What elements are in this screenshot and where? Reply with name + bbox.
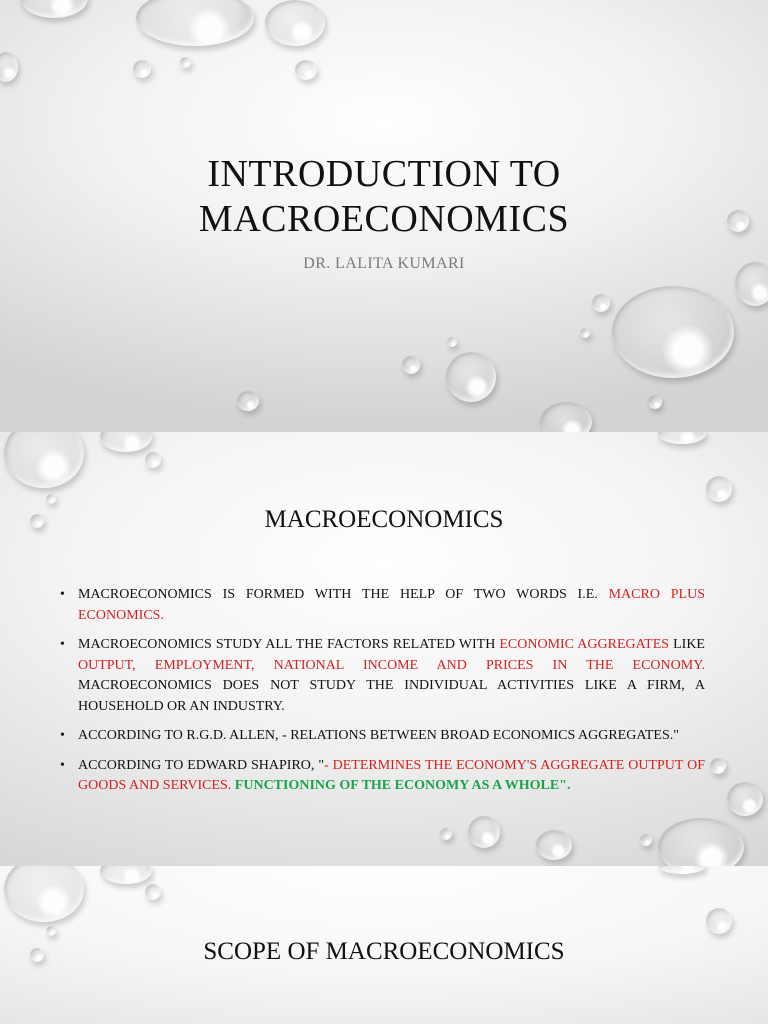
list-item: [60, 585, 705, 626]
bullet-marker: •: [60, 728, 65, 743]
water-drop-decoration: [706, 476, 732, 502]
water-drop-decoration: [612, 286, 734, 378]
water-drop-decoration: [4, 866, 84, 922]
bullet-text: ACCORDING TO R.G.D. ALLEN, - RELATIONS BETWEEN BROAD ECONOMICS AGGREGATES.": [78, 728, 679, 743]
water-drop-decoration: [46, 926, 56, 936]
water-drop-decoration: [447, 337, 457, 347]
title-slide: [0, 0, 768, 432]
highlight-text: OUTPUT, EMPLOYMENT, NATIONAL INCOME AND PRICES IN THE ECONOMY.: [78, 657, 705, 673]
water-drop-decoration: [295, 60, 317, 80]
list-item: [60, 635, 705, 717]
water-drop-decoration: [402, 356, 420, 374]
bullet-text: LIKE: [669, 637, 705, 652]
highlight-text-green: FUNCTIONING OF THE ECONOMY AS A WHOLE".: [231, 778, 571, 793]
water-drop-decoration: [658, 432, 706, 444]
water-drop-decoration: [20, 0, 88, 18]
water-drop-decoration: [237, 391, 259, 411]
water-drop-decoration: [706, 908, 732, 934]
water-drop-decoration: [440, 828, 452, 840]
water-drop-decoration: [180, 57, 191, 68]
water-drop-decoration: [446, 352, 496, 402]
highlight-text: - DETERMINES THE ECONOMY'S AGGREGATE OUTPUT OF GOODS AND SERVICES.: [78, 757, 705, 793]
water-drop-decoration: [580, 328, 590, 338]
slide-heading: MACROECONOMICS: [264, 506, 504, 533]
water-drop-decoration: [648, 395, 662, 409]
water-drop-decoration: [133, 60, 151, 78]
water-drop-decoration: [46, 494, 56, 504]
water-drop-decoration: [145, 884, 161, 900]
scope-slide: [0, 866, 768, 1024]
water-drop-decoration: [710, 758, 726, 774]
highlight-text: ECONOMIC AGGREGATES: [499, 637, 670, 652]
water-drop-decoration: [100, 866, 152, 884]
slide-heading: SCOPE OF MACROECONOMICS: [203, 938, 565, 965]
water-drop-decoration: [658, 866, 706, 874]
water-drop-decoration: [592, 294, 610, 312]
bullet-text: MACROECONOMICS DOES NOT STUDY THE INDIVIDUAL ACTIVITIES LIKE A FIRM, A HOUSEHOLD OR AN INDUSTRY.: [78, 678, 705, 714]
water-drop-decoration: [100, 432, 152, 452]
bullet-text: ACCORDING TO EDWARD SHAPIRO, ": [78, 757, 325, 773]
water-drop-decoration: [536, 830, 572, 860]
list-item: [60, 756, 705, 797]
water-drop-decoration: [658, 818, 744, 866]
highlight-text: MACRO PLUS ECONOMICS.: [78, 587, 705, 623]
bullet-marker: •: [60, 637, 65, 652]
water-drop-decoration: [0, 52, 18, 82]
water-drop-decoration: [136, 0, 254, 46]
list-item: [60, 726, 705, 747]
presentation-title: [0, 152, 768, 242]
bullet-marker: •: [60, 757, 65, 773]
water-drop-decoration: [540, 402, 592, 432]
macroeconomics-slide: [0, 432, 768, 866]
water-drop-decoration: [640, 834, 652, 846]
water-drop-decoration: [468, 816, 500, 848]
water-drop-decoration: [4, 432, 84, 488]
water-drop-decoration: [265, 0, 325, 46]
title-line-2: MACROECONOMICS: [198, 198, 570, 240]
water-drop-decoration: [145, 452, 161, 468]
definition-list: [60, 585, 705, 806]
bullet-text: MACROECONOMICS IS FORMED WITH THE HELP OF TWO WORDS I.E.: [78, 587, 609, 602]
water-drop-decoration: [727, 782, 763, 816]
bullet-marker: •: [60, 587, 65, 602]
author-name: DR. LALITA KUMARI: [303, 255, 465, 272]
bullet-text: MACROECONOMICS STUDY ALL THE FACTORS RELATED WITH: [78, 637, 500, 652]
title-line-1: INTRODUCTION TO: [207, 153, 561, 195]
